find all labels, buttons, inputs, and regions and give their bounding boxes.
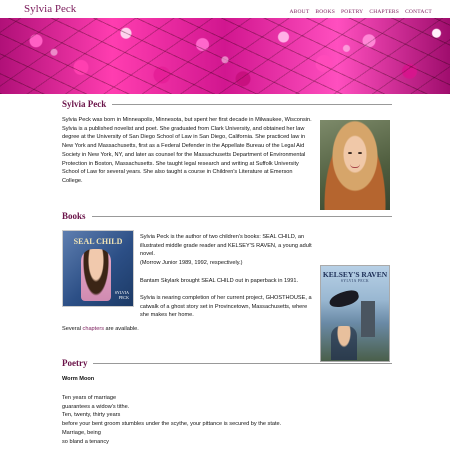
cover-illustration-girl [81,249,111,301]
books-paragraph-2: Bantam Skylark brought SEAL CHILD out in paperback in 1991. [140,277,299,284]
books-heading: Books [62,211,86,221]
heading-rule [112,104,392,105]
cherry-blossom-banner [0,18,450,94]
poem-line: before your bent groom stumbles under the scythe, your pittance is secured by the state. [62,421,282,428]
poem-line: Marriage, being [62,429,101,436]
about-paragraph: Sylvia Peck was born in Minneapolis, Minnesota, but spent her first decade in Milwaukee, Wisconsin. Sylvia is a published novelist and poet. She graduated from Clark University, and obtained her law degree at the University of San Diego School of Law in San Diego, California. She practiced law in New York and Massachusetts, first as a Federal Defender in the Appellate Bureau of the Legal Aid Society in New York, NY, and later as counsel for the Massachusetts Department of Environmental Protection in Boston, Massachusetts. She taught legal research and writing at Suffolk University School of Law for several years. She also taught a course in Children's Literature at Emerson College. [62,117,312,184]
cover-illustration-boy [331,326,357,360]
nav-poetry[interactable]: POETRY [341,9,364,15]
poem-line: guarantees a widow's tithe. [62,403,130,410]
heading-rule [93,363,392,364]
cover-illustration-raven [328,288,361,309]
kelseys-raven-cover-author: SYLVIA PECK [340,279,370,283]
poem-body [62,394,362,446]
poetry-heading: Poetry [62,358,88,368]
seal-child-cover-author: SYLVIA PECK [114,290,129,300]
portrait-eye [358,152,362,154]
cover-illustration-tower [361,301,375,337]
top-bar [0,0,450,18]
portrait-eye [348,152,352,154]
poem-line: so bland a tenancy [62,438,109,445]
portrait-mouth [350,164,360,168]
about-section-heading [62,99,392,109]
books-paragraph-1b: (Morrow Junior 1989, 1992, respectively.) [140,260,243,267]
chapters-paragraph [62,325,312,334]
kelseys-raven-cover [321,266,389,361]
books-section-heading [62,211,392,221]
seal-child-cover [63,231,133,306]
about-text-block [62,116,312,186]
chapters-suffix: are available. [104,326,139,332]
poetry-section-heading [62,358,392,368]
books-paragraph-3: Sylvia is nearing completion of her current project, GHOSTHOUSE, a catwalk of a ghost story set in Provincetown, Massachusetts, where she makes her home. [140,294,312,319]
books-paragraph-1: Sylvia Peck is the author of two children's books: SEAL CHILD, an illustrated middle grade reader and KELSEY'S RAVEN, a young adult novel. [140,234,312,258]
chapters-prefix: Several [62,326,83,332]
main-nav [289,9,432,15]
nav-about[interactable]: ABOUT [289,9,310,15]
about-heading: Sylvia Peck [62,99,107,109]
heading-rule [92,216,392,217]
poem-line: Ten, twenty, thirty years [62,412,121,419]
chapters-link[interactable]: chapters [82,326,104,332]
site-title[interactable]: Sylvia Peck [24,3,77,15]
author-portrait [320,120,390,210]
nav-contact[interactable]: CONTACT [405,9,432,15]
nav-chapters[interactable]: CHAPTERS [369,9,400,15]
kelseys-raven-cover-title: KELSEY'S RAVEN [322,270,388,279]
chapters-available-line [62,325,312,334]
nav-books[interactable]: BOOKS [315,9,336,15]
poem-line: Ten years of marriage [62,395,117,401]
books-text-block [140,233,315,329]
seal-child-cover-title: SEAL CHILD [73,237,123,246]
poem-title: Worm Moon [62,376,95,382]
